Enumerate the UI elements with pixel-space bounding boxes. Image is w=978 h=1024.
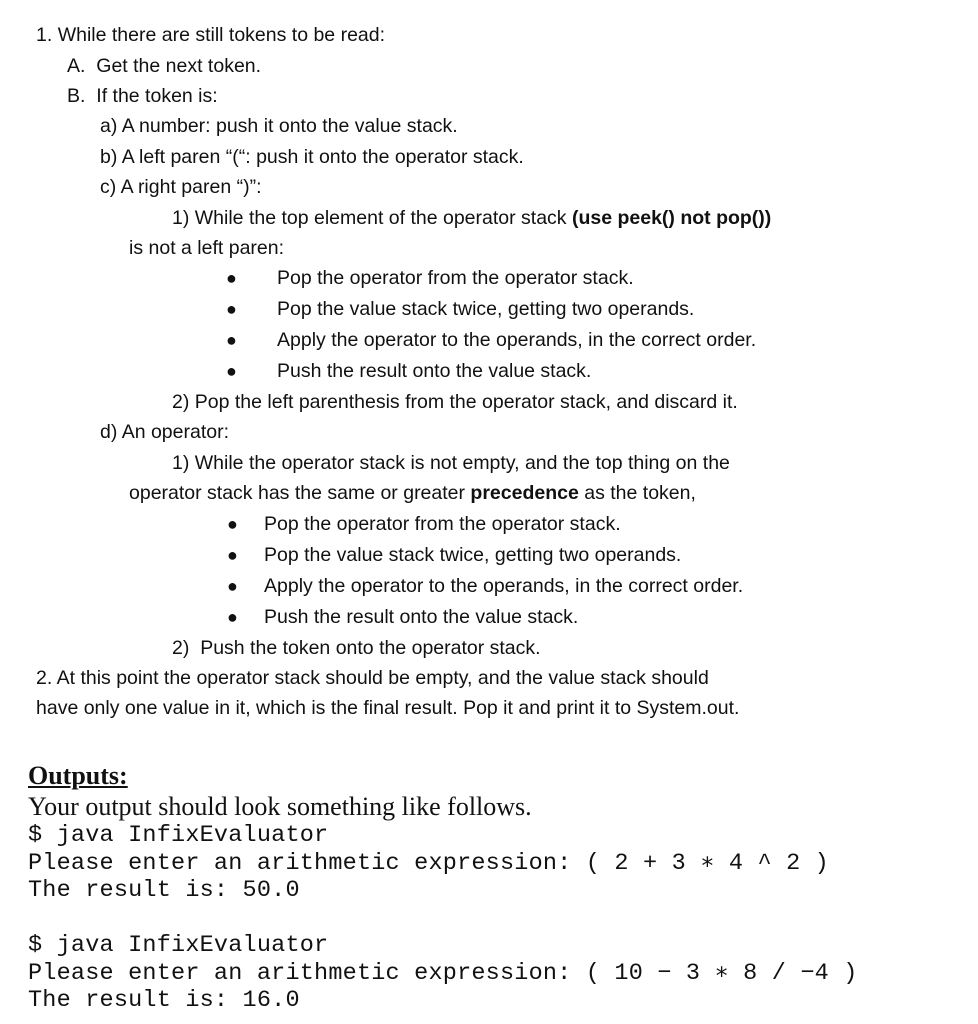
step-1 <box>36 23 385 47</box>
bullet-icon: ● <box>226 299 237 319</box>
case-c <box>100 175 261 199</box>
case-d-marker: d) <box>100 421 118 443</box>
case-b <box>100 145 524 169</box>
case-a-text: A number: push it onto the value stack. <box>121 115 458 137</box>
case-d-substep-1-marker: 1) <box>172 452 190 474</box>
bullet-icon: ● <box>227 545 238 565</box>
case-a <box>100 114 458 138</box>
bullet-icon: ● <box>227 576 238 596</box>
bullet-icon: ● <box>227 514 238 534</box>
terminal-result: The result is: 16.0 <box>28 987 300 1014</box>
case-c-text: A right paren “)”: <box>120 176 262 198</box>
outputs-description: Your output should look something like follows. <box>28 792 532 821</box>
case-d-substep-1-continuation <box>129 481 696 505</box>
case-d-text: An operator: <box>121 421 230 443</box>
case-c-substep-1-continuation: is not a left paren: <box>129 237 285 259</box>
bullet-icon: ● <box>227 607 238 627</box>
case-c-marker: c) <box>100 176 117 198</box>
case-d-substep-2-text: Push the token onto the operator stack. <box>200 637 541 659</box>
case-c-substep-2-marker: 2) <box>172 391 190 413</box>
list-item: Pop the operator from the operator stack. <box>277 267 634 289</box>
case-c-substep-1-emphasis: (use peek() not pop()) <box>571 207 772 229</box>
case-c-substep-1 <box>172 206 771 230</box>
list-item: Pop the operator from the operator stack. <box>264 513 621 535</box>
case-d-substep-2-marker: 2) <box>172 637 190 659</box>
list-item: Push the result onto the value stack. <box>277 360 592 382</box>
step-1-B-text: If the token is: <box>96 85 218 107</box>
terminal-command: $ java InfixEvaluator <box>28 822 329 849</box>
case-c-substep-1-text: While the top element of the operator stack <box>194 207 572 229</box>
list-item: Apply the operator to the operands, in the correct order. <box>277 329 757 351</box>
case-d-continuation-before: operator stack has the same or greater <box>129 482 471 504</box>
step-1-number: 1. <box>36 24 53 46</box>
step-2 <box>36 666 709 690</box>
case-d-substep-1 <box>172 451 730 475</box>
case-b-text: A left paren “(“: push it onto the operator stack. <box>121 146 524 168</box>
terminal-prompt: Please enter an arithmetic expression: ( 2 + 3 ∗ 4 ^ 2 ) <box>28 850 829 877</box>
case-d <box>100 420 229 444</box>
terminal-result: The result is: 50.0 <box>28 877 300 904</box>
step-2-text: At this point the operator stack should be empty, and the value stack should <box>56 667 709 689</box>
case-d-continuation-after: as the token, <box>578 482 696 504</box>
bullet-icon: ● <box>226 268 237 288</box>
step-1-A <box>67 54 261 78</box>
step-1-A-text: Get the next token. <box>96 55 262 77</box>
case-d-substep-2 <box>172 636 541 660</box>
step-2-number: 2. <box>36 667 53 689</box>
case-d-substep-1-text: While the operator stack is not empty, and the top thing on the <box>194 452 730 474</box>
list-item: Pop the value stack twice, getting two operands. <box>264 544 682 566</box>
terminal-prompt: Please enter an arithmetic expression: ( 10 − 3 ∗ 8 / −4 ) <box>28 960 858 987</box>
terminal-command: $ java InfixEvaluator <box>28 932 329 959</box>
step-1-A-marker: A. <box>67 55 86 77</box>
bullet-icon: ● <box>226 361 237 381</box>
step-1-text: While there are still tokens to be read: <box>57 24 386 46</box>
case-b-marker: b) <box>100 146 118 168</box>
step-1-B-marker: B. <box>67 85 86 107</box>
list-item: Apply the operator to the operands, in the correct order. <box>264 575 744 597</box>
outputs-heading: Outputs: <box>28 761 128 790</box>
case-c-substep-2 <box>172 390 738 414</box>
case-a-marker: a) <box>100 115 118 137</box>
bullet-icon: ● <box>226 330 237 350</box>
case-c-substep-2-text: Pop the left parenthesis from the operator stack, and discard it. <box>194 391 738 413</box>
step-2-continuation: have only one value in it, which is the final result. Pop it and print it to System.out. <box>36 697 740 719</box>
list-item: Push the result onto the value stack. <box>264 606 579 628</box>
list-item: Pop the value stack twice, getting two operands. <box>277 298 695 320</box>
case-c-substep-1-marker: 1) <box>172 207 190 229</box>
step-1-B <box>67 84 218 108</box>
precedence-emphasis: precedence <box>470 482 579 504</box>
